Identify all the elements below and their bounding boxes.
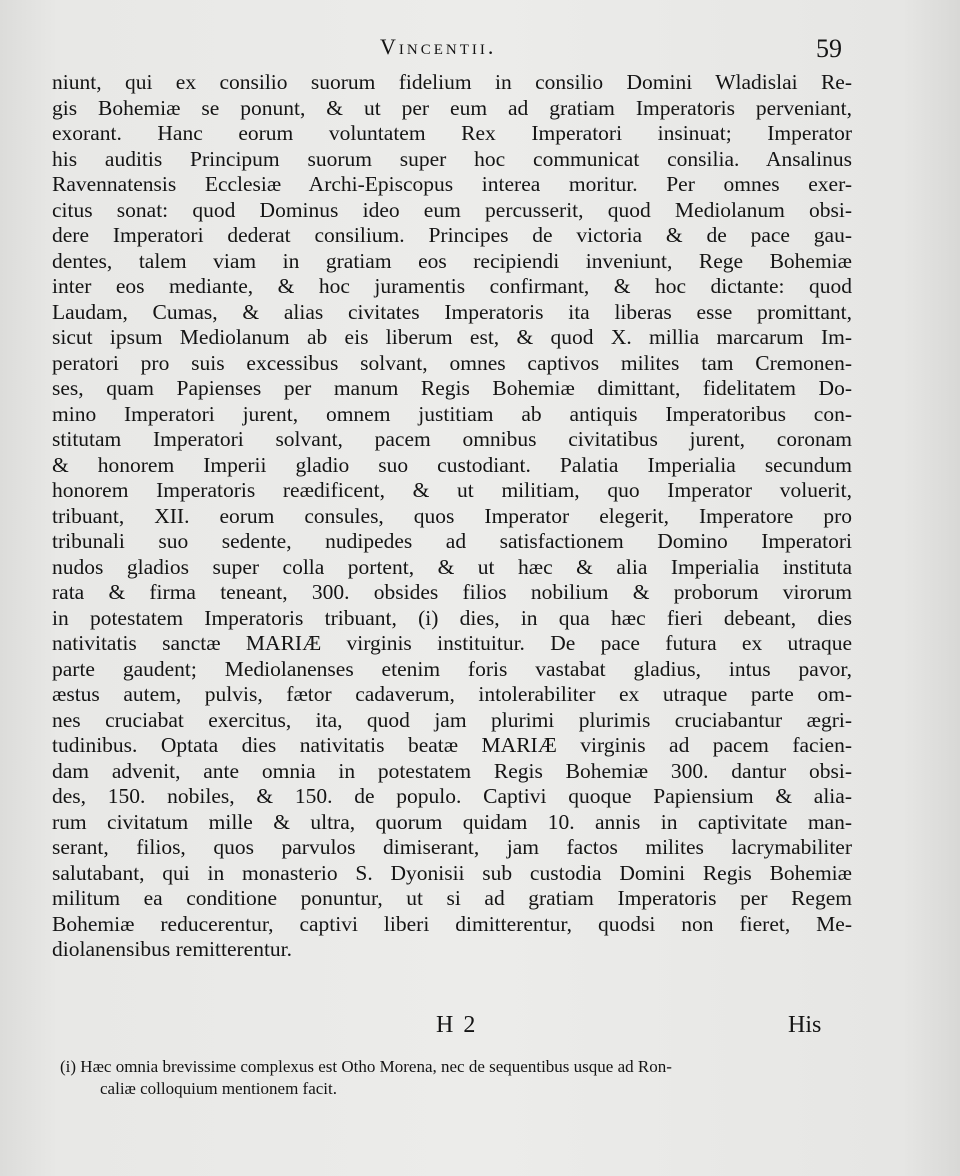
text-line: serant, filios, quos parvulos dimiserant, jam factos milites lacrymabiliter [52, 835, 852, 859]
text-line: dam advenit, ante omnia in potestatem Regis Bohemiæ 300. dantur obsi- [52, 758, 852, 783]
text-line: Bohemiæ reducerentur, captivi liberi dimitterentur, quodsi non fieret, Me- [52, 911, 852, 936]
running-head: Vincentii. [380, 34, 497, 59]
text-line: tribunali suo sedente, nudipedes ad satisfactionem Domino Imperatori [52, 529, 852, 553]
footnote [60, 1056, 850, 1100]
text-line: nes cruciabat exercitus, ita, quod jam plurimi plurimis cruciabantur ægri- [52, 707, 852, 732]
text-line: gis Bohemiæ se ponunt, & ut per eum ad gratiam Imperatoris perveniant, [52, 95, 852, 120]
text-line: sicut ipsum Mediolanum ab eis liberum est, & quod X. millia marcarum Im- [52, 325, 852, 349]
text-line-last: diolanensibus remitterentur. [52, 937, 293, 961]
text-line: rum civitatum mille & ultra, quorum quidam 10. annis in captivitate man- [52, 809, 852, 834]
body-text [52, 70, 852, 963]
text-line: tribuant, XII. eorum consules, quos Imperator elegerit, Imperatore pro [52, 503, 852, 528]
footnote-line: caliæ colloquium mentionem facit. [100, 1079, 337, 1098]
footnote-line: (i) Hæc omnia brevissime complexus est Otho Morena, nec de sequentibus usque ad Ron- [60, 1057, 672, 1076]
text-line: rata & firma teneant, 300. obsides filios nobilium & proborum virorum [52, 580, 852, 604]
page-number: 59 [816, 34, 842, 63]
text-line: stitutam Imperatori solvant, pacem omnibus civitatibus jurent, coronam [52, 427, 852, 451]
text-line: Laudam, Cumas, & alias civitates Imperatoris ita liberas esse promittant, [52, 299, 852, 324]
page-footer [0, 1012, 960, 1046]
text-line: æstus autem, pulvis, fætor cadaverum, intolerabiliter ex utraque parte om- [52, 682, 852, 706]
text-line: dentes, talem viam in gratiam eos recipiendi inveniunt, Rege Bohemiæ [52, 248, 852, 273]
catchword: His [788, 1012, 822, 1038]
text-line: parte gaudent; Mediolanenses etenim foris vastabat gladius, intus pavor, [52, 656, 852, 681]
text-line: tudinibus. Optata dies nativitatis beatæ MARIÆ virginis ad pacem facien- [52, 733, 852, 757]
text-line: citus sonat: quod Dominus ideo eum percusserit, quod Mediolanum obsi- [52, 197, 852, 222]
text-line: in potestatem Imperatoris tribuant, (i) dies, in qua hæc fieri debeant, dies [52, 605, 852, 630]
page-header [0, 30, 960, 70]
text-line: nativitatis sanctæ MARIÆ virginis instituitur. De pace futura ex utraque [52, 631, 852, 655]
text-line: & honorem Imperii gladio suo custodiant. Palatia Imperialia secundum [52, 452, 852, 477]
text-line: Ravennatensis Ecclesiæ Archi-Episcopus interea moritur. Per omnes exer- [52, 172, 852, 196]
text-line: niunt, qui ex consilio suorum fidelium in consilio Domini Wladislai Re- [52, 70, 852, 94]
text-line: militum ea conditione ponuntur, ut si ad gratiam Imperatoris per Regem [52, 886, 852, 910]
text-line: salutabant, qui in monasterio S. Dyonisii sub custodia Domini Regis Bohemiæ [52, 860, 852, 885]
signature-mark: H 2 [436, 1012, 478, 1038]
text-line: peratori pro suis excessibus solvant, omnes captivos milites tam Cremonen- [52, 350, 852, 375]
text-line: des, 150. nobiles, & 150. de populo. Captivi quoque Papiensium & alia- [52, 784, 852, 808]
text-line: inter eos mediante, & hoc juramentis confirmant, & hoc dictante: quod [52, 274, 852, 298]
text-line: exorant. Hanc eorum voluntatem Rex Imperatori insinuat; Imperator [52, 121, 852, 145]
text-line: his auditis Principum suorum super hoc communicat consilia. Ansalinus [52, 146, 852, 171]
text-line: mino Imperatori jurent, omnem justitiam ab antiquis Imperatoribus con- [52, 401, 852, 426]
text-line: ses, quam Papienses per manum Regis Bohemiæ dimittant, fidelitatem Do- [52, 376, 852, 400]
text-line: nudos gladios super colla portent, & ut hæc & alia Imperialia instituta [52, 554, 852, 579]
text-line: dere Imperatori dederat consilium. Principes de victoria & de pace gau- [52, 223, 852, 247]
text-line: honorem Imperatoris reædificent, & ut militiam, quo Imperator voluerit, [52, 478, 852, 502]
